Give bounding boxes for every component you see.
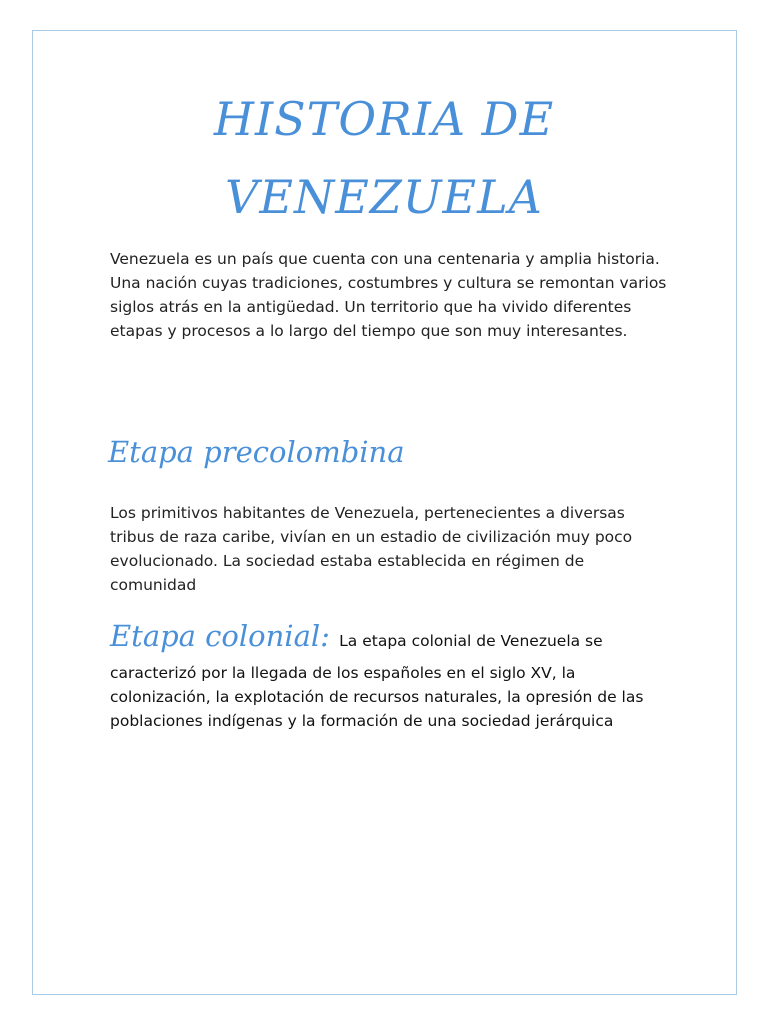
intro-paragraph: Venezuela es un país que cuenta con una centenaria y amplia historia. Una nación cuyas tradiciones, costumbres y cultura se remontan varios siglos atrás en la antigüedad. Un territorio que ha vivido diferentes etapas y procesos a lo largo del tiempo que son muy interesantes. xyxy=(110,250,667,340)
section-text-colonial-rest: caracterizó por la llegada de los españoles en el siglo XV, la colonización, la explotación de recursos naturales, la opresión de las poblaciones indígenas y la formación de una sociedad jerárquica xyxy=(110,664,644,730)
title-line-1: HISTORIA DE xyxy=(213,92,555,146)
document-title xyxy=(60,80,708,236)
section-text-colonial-first: La etapa colonial de Venezuela se xyxy=(339,632,603,650)
title-line-2: VENEZUELA xyxy=(225,170,543,224)
section-text-precolombina: Los primitivos habitantes de Venezuela, pertenecientes a diversas tribus de raza caribe, vivían en un estadio de civilización muy poco evolucionado. La sociedad estaba establecida en régimen de comunidad xyxy=(110,504,633,594)
section-heading-precolombina: Etapa precolombina xyxy=(108,435,405,469)
section-colonial xyxy=(110,617,670,733)
section-heading-colonial: Etapa colonial: xyxy=(110,619,340,653)
